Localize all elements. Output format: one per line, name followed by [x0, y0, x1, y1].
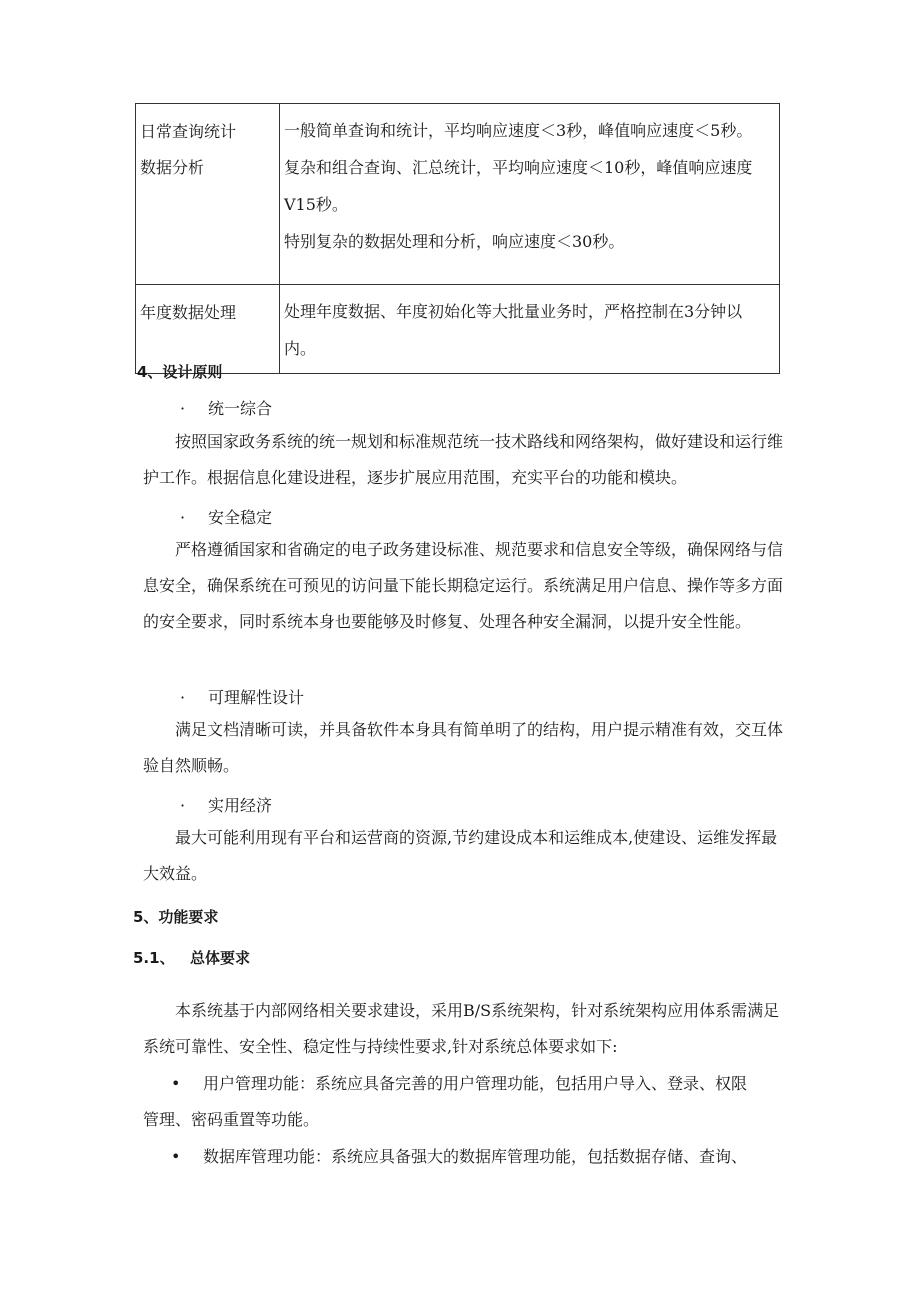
table-row — [136, 104, 780, 285]
principle-title-text: 统一综合 — [208, 399, 273, 418]
paragraph: 满足文档清晰可读，并具备软件本身具有简单明了的结构，用户提示精准有效，交互体验自然顺畅。 — [143, 720, 784, 775]
cell-line: 内。 — [284, 339, 317, 358]
list-item-first-line — [143, 1139, 783, 1175]
table-cell-description — [280, 285, 780, 374]
subsection-number: 5.1、 — [133, 949, 175, 967]
list-item — [143, 1139, 783, 1175]
list-item-text: 数据库管理功能：系统应具备强大的数据库管理功能，包括数据存储、查询、 — [203, 1147, 748, 1166]
table-cell-description — [280, 104, 780, 285]
list-item — [143, 1066, 783, 1138]
section-heading: 4、设计原则 — [137, 363, 223, 381]
principle-title — [180, 505, 272, 528]
cell-line: 复杂和组合查询、汇总统计，平均响应速度＜10秒，峰值响应速度 — [284, 158, 753, 177]
cell-line: 日常查询统计 — [140, 122, 237, 141]
cell-line: 特别复杂的数据处理和分析，响应速度＜30秒。 — [284, 232, 625, 251]
paragraph: 最大可能利用现有平台和运营商的资源,节约建设成本和运维成本,使建设、运维发挥最大效益。 — [143, 828, 778, 883]
principle-title — [180, 793, 272, 816]
principle-title — [180, 685, 304, 708]
cell-line: 年度数据处理 — [140, 303, 237, 322]
table-row — [136, 285, 780, 374]
bullet-icon: • — [171, 1147, 181, 1166]
principle-title-text: 实用经济 — [208, 796, 273, 815]
cell-line: 处理年度数据、年度初始化等大批量业务时，严格控制在3分钟以 — [284, 302, 743, 321]
principle-title-text: 安全稳定 — [208, 508, 273, 527]
principle-title-text: 可理解性设计 — [208, 688, 305, 707]
bullet-icon: · — [180, 508, 186, 527]
cell-line: 数据分析 — [140, 158, 205, 177]
table-cell-label — [136, 104, 280, 285]
bullet-icon: · — [180, 399, 186, 418]
list-item-continuation: 管理、密码重置等功能。 — [143, 1110, 320, 1129]
principle-title — [180, 396, 272, 419]
paragraph: 本系统基于内部网络相关要求建设，采用B/S系统架构，针对系统架构应用体系需满足系统可靠性、安全性、稳定性与持续性要求,针对系统总体要求如下: — [143, 1001, 780, 1056]
bullet-icon: · — [180, 688, 186, 707]
performance-table — [135, 103, 780, 374]
list-item-text: 用户管理功能：系统应具备完善的用户管理功能，包括用户导入、登录、权限 — [203, 1074, 748, 1093]
subsection-title: 总体要求 — [190, 949, 251, 967]
paragraph: 按照国家政务系统的统一规划和标准规范统一技术路线和网络架构，做好建设和运行维护工作。根据信息化建设进程，逐步扩展应用范围，充实平台的功能和模块。 — [143, 432, 784, 487]
bullet-icon: • — [171, 1074, 181, 1093]
section-heading: 5、功能要求 — [133, 908, 219, 926]
bullet-icon: · — [180, 796, 186, 815]
cell-line: V15秒。 — [284, 195, 348, 214]
list-item-first-line — [143, 1066, 783, 1102]
paragraph: 严格遵循国家和省确定的电子政务建设标准、规范要求和信息安全等级，确保网络与信息安全，确保系统在可预见的访问量下能长期稳定运行。系统满足用户信息、操作等多方面的安全要求，同时系统本身也要能够及时修复、处理各种安全漏洞，以提升安全性能。 — [143, 540, 784, 631]
cell-line: 一般简单查询和统计，平均响应速度＜3秒，峰值响应速度＜5秒。 — [284, 121, 753, 140]
